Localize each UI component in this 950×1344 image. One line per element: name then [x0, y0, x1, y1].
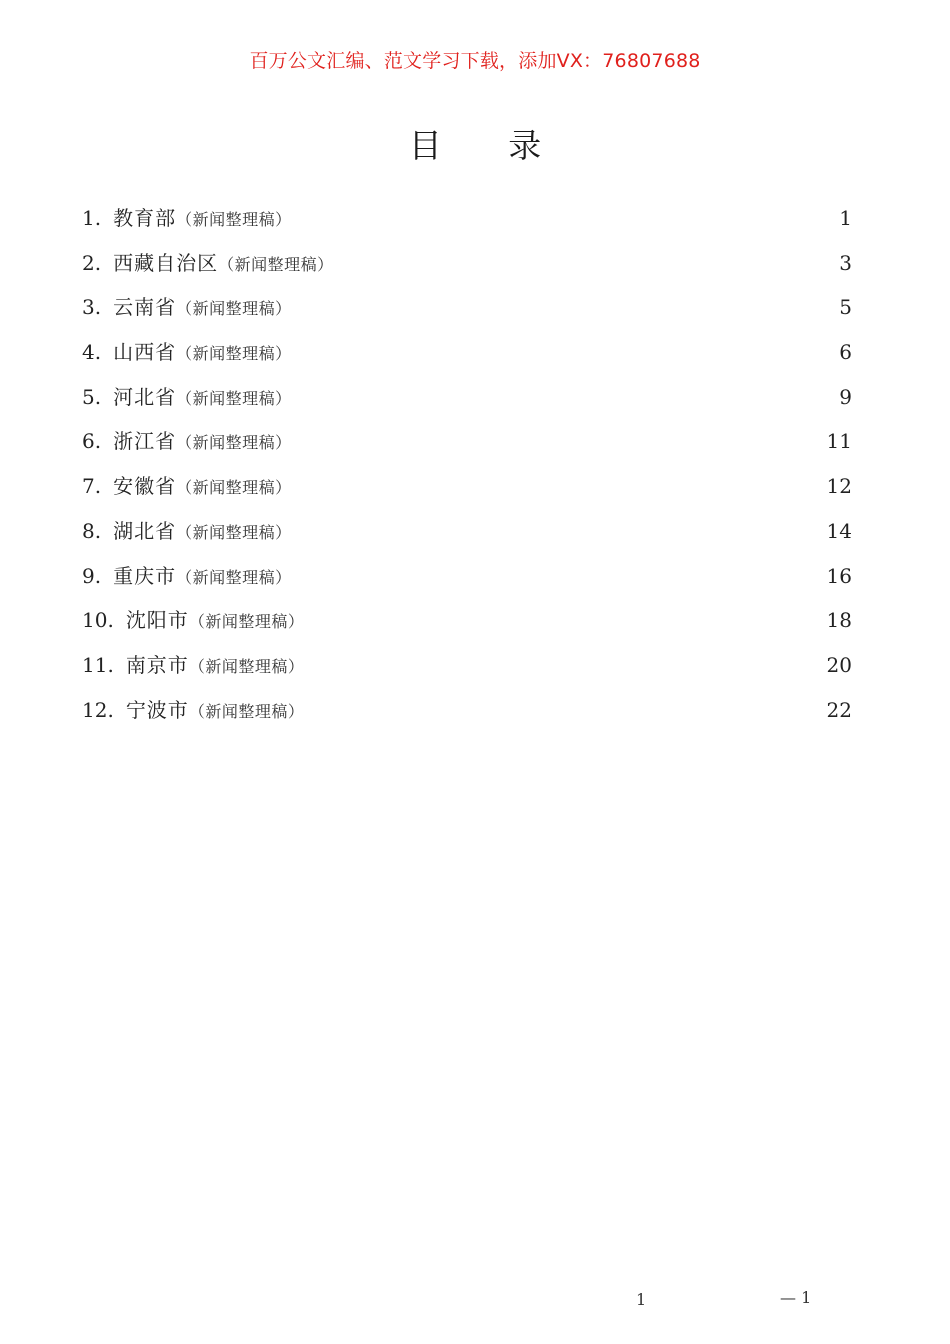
toc-entry[interactable] [82, 285, 852, 330]
toc-number: 3. [82, 295, 102, 320]
toc-page-number: 11 [826, 429, 852, 454]
toc-title: 南京市 [125, 652, 189, 677]
toc-note: （新闻整理稿） [218, 254, 334, 274]
toc-number: 10. [82, 608, 114, 633]
toc-page-number: 16 [826, 563, 852, 588]
toc-page-number: 1 [839, 206, 852, 230]
toc-title: 重庆市 [113, 563, 177, 588]
toc-number: 7. [82, 474, 102, 499]
toc-note: （新闻整理稿） [176, 478, 292, 498]
toc-number: 5. [82, 384, 102, 409]
toc-page-number: 5 [839, 295, 852, 320]
footer-page-number: — 1 [780, 1288, 812, 1307]
toc-title: 浙江省 [113, 429, 177, 454]
header-banner: 百万公文汇编、范文学习下载，添加VX：76807688 [249, 50, 701, 72]
table-of-contents [82, 196, 852, 732]
toc-page-number: 20 [826, 652, 852, 677]
toc-entry[interactable] [82, 330, 852, 375]
toc-page-number: 18 [826, 608, 852, 633]
toc-entry[interactable] [82, 241, 852, 286]
toc-title: 安徽省 [113, 474, 177, 499]
toc-page-number: 22 [826, 697, 852, 722]
document-title: 目 录 [408, 126, 570, 165]
toc-note: （新闻整理稿） [176, 210, 292, 229]
toc-page-number: 9 [839, 384, 852, 409]
toc-title: 西藏自治区 [113, 250, 219, 275]
toc-entry[interactable] [82, 554, 852, 599]
toc-entry[interactable] [82, 375, 852, 420]
toc-entry[interactable] [82, 196, 852, 241]
toc-note: （新闻整理稿） [188, 612, 305, 632]
toc-page-number: 6 [839, 340, 852, 365]
toc-note: （新闻整理稿） [176, 433, 292, 453]
toc-number: 1. [82, 206, 102, 230]
toc-number: 6. [82, 429, 102, 454]
toc-page-number: 12 [826, 474, 852, 499]
toc-number: 12. [82, 697, 114, 722]
footer-mark: 1 [636, 1290, 647, 1309]
toc-number: 8. [82, 518, 102, 543]
toc-entry[interactable] [82, 464, 852, 509]
toc-note: （新闻整理稿） [176, 388, 292, 408]
toc-note: （新闻整理稿） [176, 344, 292, 364]
toc-note: （新闻整理稿） [188, 656, 305, 676]
toc-title: 河北省 [113, 384, 177, 409]
toc-entry[interactable] [82, 419, 852, 464]
toc-title: 沈阳市 [125, 608, 189, 633]
toc-page-number: 14 [826, 518, 852, 543]
toc-number: 11. [82, 652, 114, 677]
toc-entry[interactable] [82, 643, 852, 688]
toc-title: 云南省 [113, 295, 177, 320]
toc-title: 教育部 [113, 206, 177, 230]
toc-note: （新闻整理稿） [176, 567, 292, 587]
toc-entry[interactable] [82, 509, 852, 554]
toc-number: 2. [82, 250, 102, 275]
toc-entry[interactable] [82, 688, 852, 733]
toc-entry[interactable] [82, 598, 852, 643]
toc-note: （新闻整理稿） [176, 299, 292, 319]
toc-number: 9. [82, 563, 102, 588]
toc-title: 山西省 [113, 340, 177, 365]
toc-title: 宁波市 [125, 697, 189, 722]
toc-number: 4. [82, 340, 102, 365]
toc-title: 湖北省 [113, 518, 177, 543]
toc-note: （新闻整理稿） [176, 522, 292, 542]
toc-note: （新闻整理稿） [188, 701, 305, 721]
toc-page-number: 3 [839, 250, 852, 275]
